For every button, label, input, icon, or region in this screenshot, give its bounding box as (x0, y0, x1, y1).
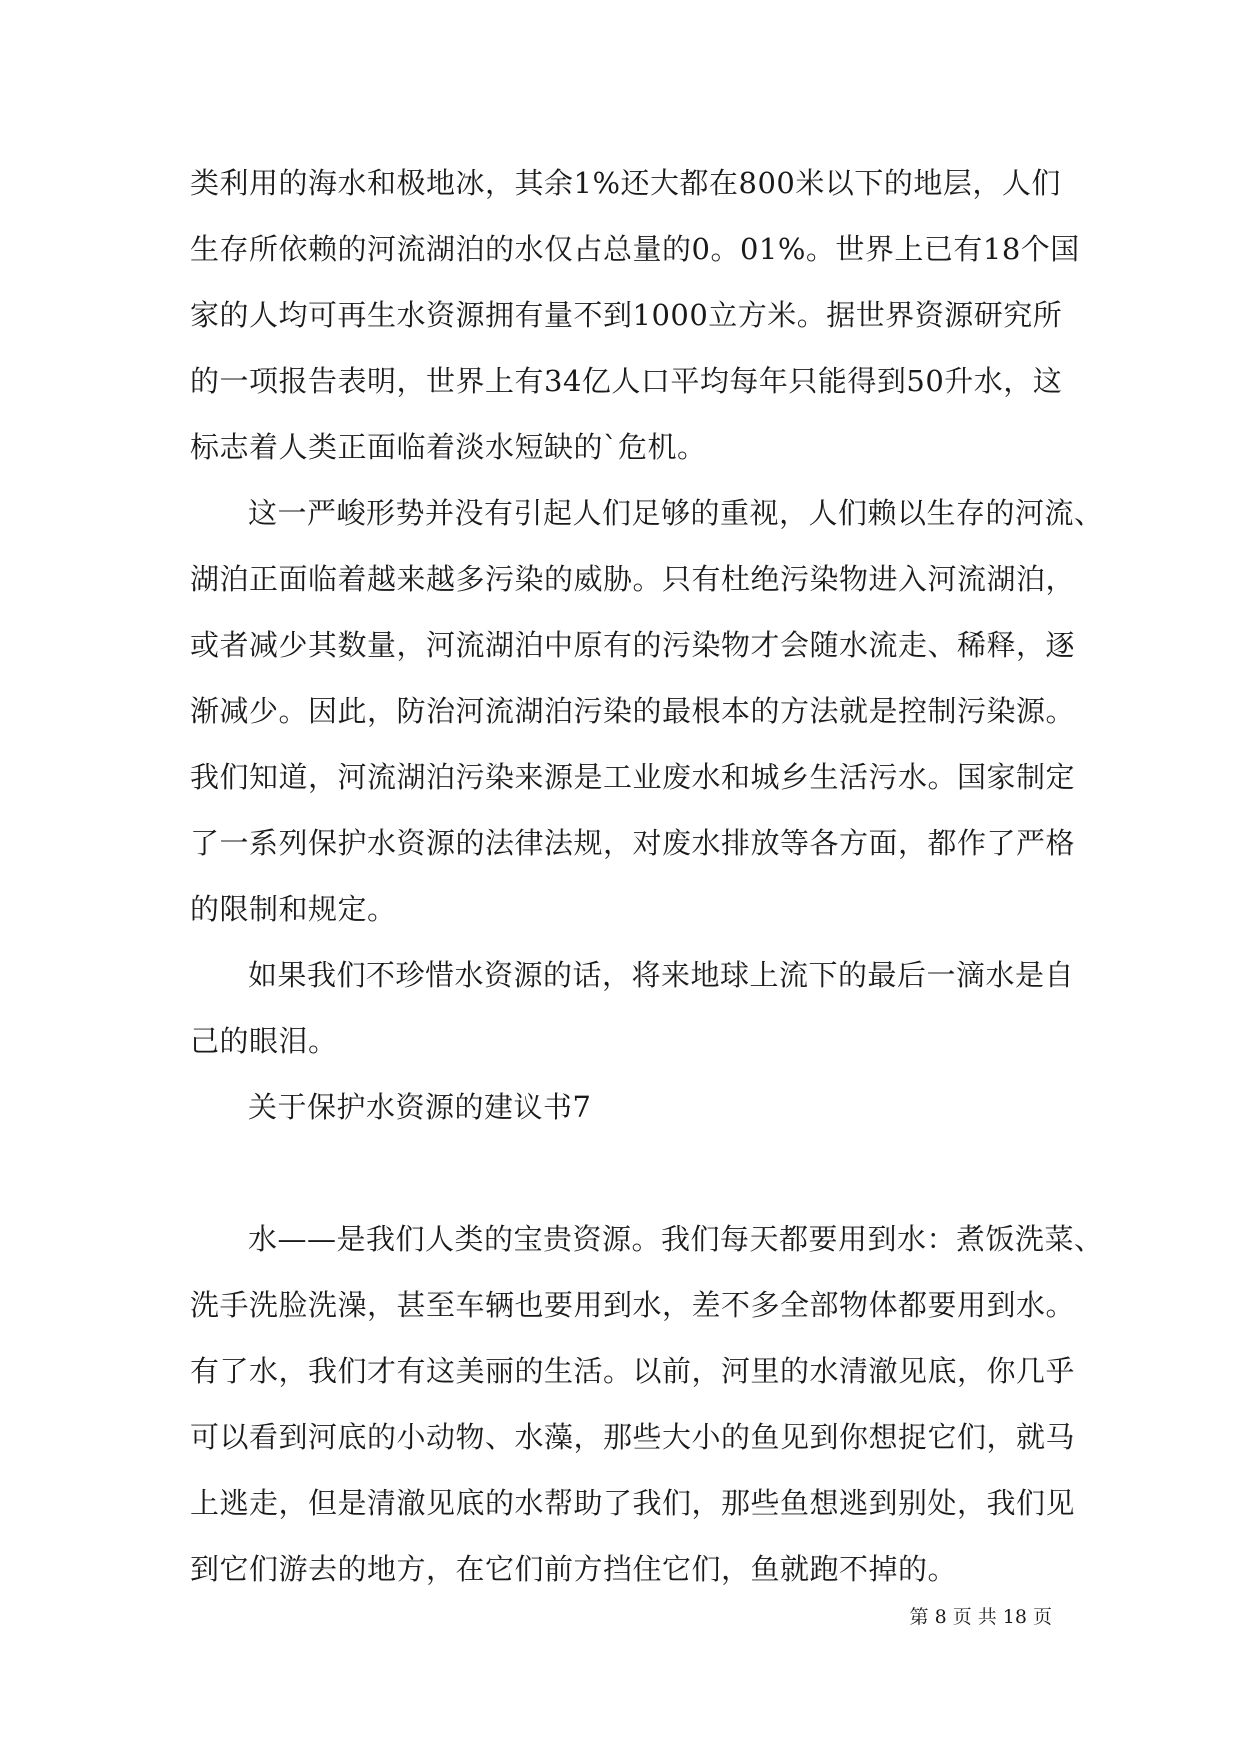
paragraph-line: 这一严峻形势并没有引起人们足够的重视，人们赖以生存的河流、 (248, 496, 1104, 530)
document-page (190, 150, 1104, 1602)
paragraph-line: 类利用的海水和极地冰，其余1%还大都在800米以下的地层，人们 (190, 166, 1061, 200)
paragraph-line: 可以看到河底的小动物、水藻，那些大小的鱼见到你想捉它们，就马 (190, 1420, 1076, 1454)
page-number-footer: 第 8 页 共 18 页 (909, 1606, 1052, 1628)
paragraph-2 (190, 480, 1104, 942)
paragraph-3 (190, 942, 1075, 1074)
paragraph-line: 生存所依赖的河流湖泊的水仅占总量的0。01%。世界上已有18个国 (190, 232, 1080, 266)
paragraph-line: 的限制和规定。 (190, 892, 397, 926)
paragraph-line: 有了水，我们才有这美丽的生活。以前，河里的水清澈见底，你几乎 (190, 1354, 1076, 1388)
section-title: 关于保护水资源的建议书7 (248, 1090, 592, 1124)
paragraph-line: 我们知道，河流湖泊污染来源是工业废水和城乡生活污水。国家制定 (190, 760, 1076, 794)
paragraph-line: 己的眼泪。 (190, 1024, 338, 1058)
paragraph-1 (190, 150, 1080, 480)
paragraph-line: 的一项报告表明，世界上有34亿人口平均每年只能得到50升水，这 (190, 364, 1063, 398)
paragraph-line: 如果我们不珍惜水资源的话，将来地球上流下的最后一滴水是自 (248, 958, 1075, 992)
section-paragraph (190, 1206, 1104, 1602)
paragraph-line: 或者减少其数量，河流湖泊中原有的污染物才会随水流走、稀释，逐 (190, 628, 1076, 662)
paragraph-line: 洗手洗脸洗澡，甚至车辆也要用到水，差不多全部物体都要用到水。 (190, 1288, 1076, 1322)
paragraph-line: 上逃走，但是清澈见底的水帮助了我们，那些鱼想逃到别处，我们见 (190, 1486, 1076, 1520)
paragraph-line: 水——是我们人类的宝贵资源。我们每天都要用到水：煮饭洗菜、 (248, 1222, 1104, 1256)
paragraph-line: 湖泊正面临着越来越多污染的威胁。只有杜绝污染物进入河流湖泊， (190, 562, 1076, 596)
paragraph-line: 渐减少。因此，防治河流湖泊污染的最根本的方法就是控制污染源。 (190, 694, 1076, 728)
paragraph-line: 标志着人类正面临着淡水短缺的`危机。 (190, 430, 707, 464)
paragraph-line: 到它们游去的地方，在它们前方挡住它们，鱼就跑不掉的。 (190, 1552, 958, 1586)
paragraph-line: 家的人均可再生水资源拥有量不到1000立方米。据世界资源研究所 (190, 298, 1063, 332)
blank-gap (190, 1140, 1060, 1206)
paragraph-line: 了一系列保护水资源的法律法规，对废水排放等各方面，都作了严格 (190, 826, 1076, 860)
